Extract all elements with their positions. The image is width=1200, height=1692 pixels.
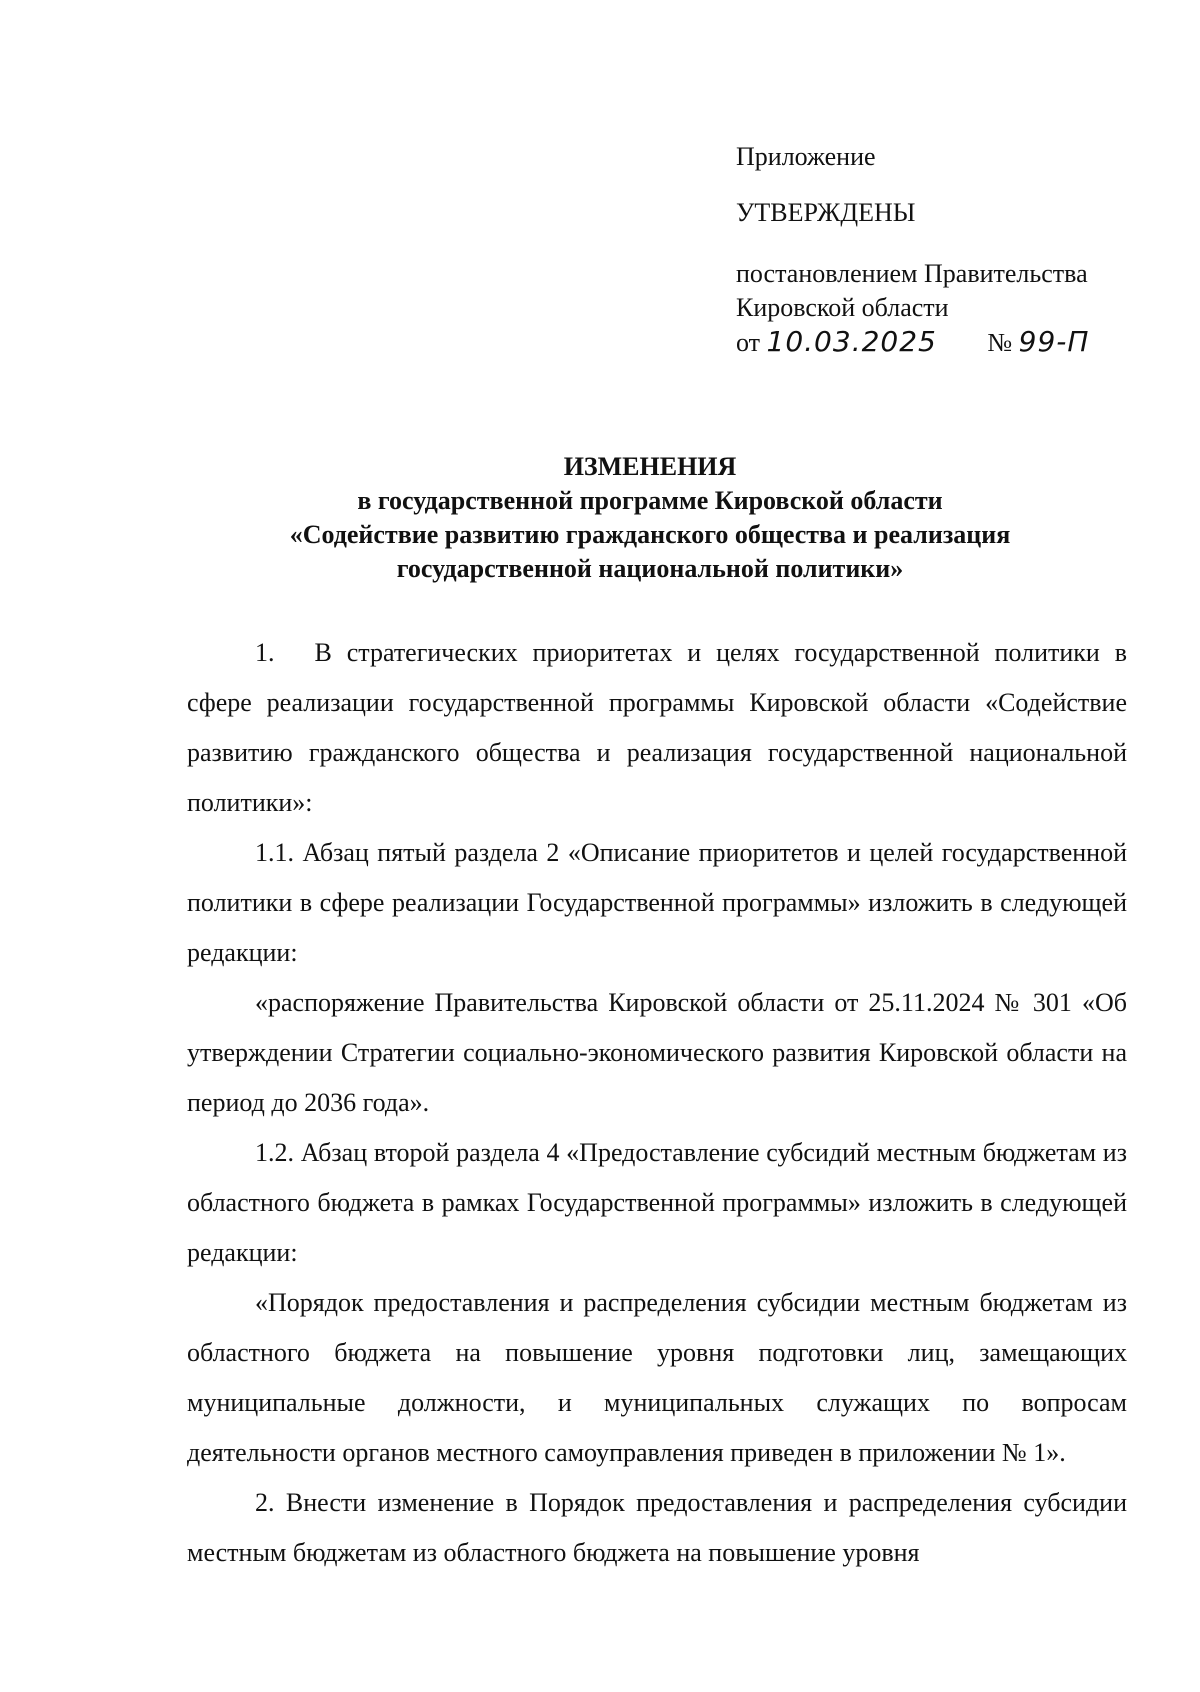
paragraph-1-1: 1.1. Абзац пятый раздела 2 «Описание приоритетов и целей государственной политики в сфере реализации Государственной программы» изложить в следующей редакции: <box>187 838 1127 967</box>
title-line-2: «Содействие развитию гражданского общества и реализация <box>289 520 1011 549</box>
paragraph-2: 2. Внести изменение в Порядок предоставления и распределения субсидии местным бюджетам из областного бюджета на повышение уровня <box>187 1488 1127 1567</box>
number-label: № <box>987 328 1013 357</box>
document-title <box>180 450 1120 586</box>
decree-date-number <box>736 325 1156 360</box>
paragraph-1 <box>187 628 1127 828</box>
decree-line-1: постановлением Правительства <box>736 259 1088 288</box>
appendix-label: Приложение <box>736 142 876 171</box>
decree-line-2: Кировской области <box>736 293 949 322</box>
document-body <box>187 628 1127 1578</box>
approval-block <box>736 140 1156 360</box>
approved-label: УТВЕРЖДЕНЫ <box>736 198 916 227</box>
paragraph-1-number: 1. <box>255 638 275 667</box>
title-line-3: государственной национальной политики» <box>396 554 904 583</box>
handwritten-number: 99-П <box>1018 325 1090 358</box>
title-line-1: в государственной программе Кировской области <box>357 486 943 515</box>
paragraph-quote-strategy: «распоряжение Правительства Кировской области от 25.11.2024 № 301 «Об утверждении Стратегии социально-экономического развития Кировской области на период до 2036 года». <box>187 988 1127 1117</box>
from-label: от <box>736 328 761 357</box>
handwritten-date: 10.03.2025 <box>766 325 937 358</box>
title-heading: ИЗМЕНЕНИЯ <box>563 452 737 481</box>
paragraph-1-text: В стратегических приоритетах и целях государственной политики в сфере реализации государственной программы Кировской области «Содействие развитию гражданского общества и реализация государственной национальной политики»: <box>187 638 1127 817</box>
paragraph-quote-procedure: «Порядок предоставления и распределения субсидии местным бюджетам из областного бюджета на повышение уровня подготовки лиц, замещающих муниципальные должности, и муниципальных служащих по вопросам деятельности органов местного самоуправления приведен в приложении № 1». <box>187 1288 1127 1467</box>
paragraph-1-2: 1.2. Абзац второй раздела 4 «Предоставление субсидий местным бюджетам из областного бюджета в рамках Государственной программы» изложить в следующей редакции: <box>187 1138 1127 1267</box>
